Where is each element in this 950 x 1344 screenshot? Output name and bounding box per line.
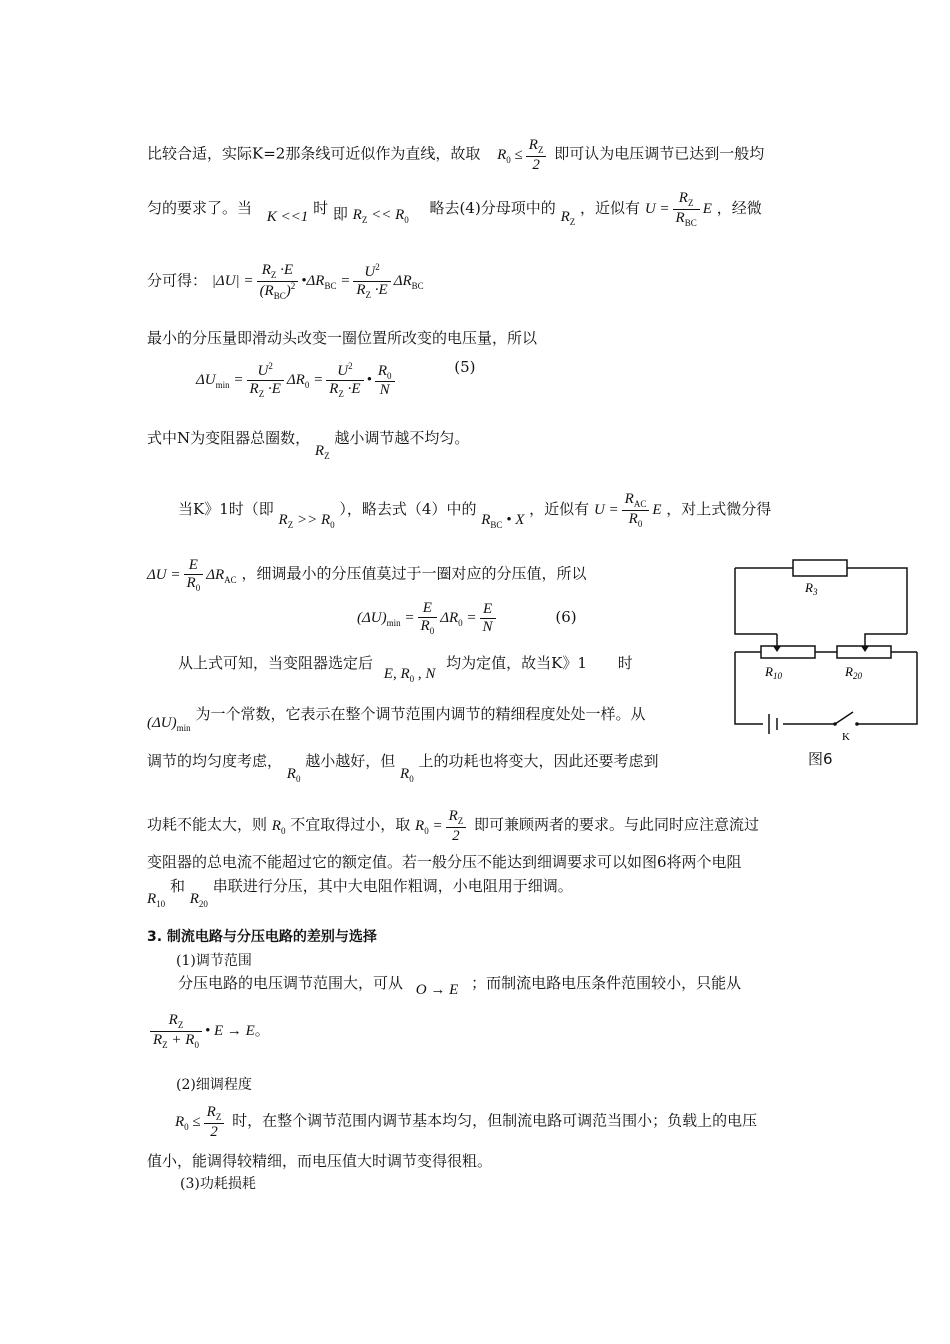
- circuit-figure-6: [725, 556, 925, 746]
- formula-e-r0-n: E, $R_0$ , N: [383, 666, 436, 684]
- section-3-sub2-text2: 值小，能调得较精细，而电压值大时调节变得很粗。: [147, 1152, 493, 1170]
- formula-r0-eq-rz2: $R_0$ = $\frac{R_Z}{2}$: [415, 818, 469, 834]
- para2-line1: 最小的分压量即滑动头改变一圈位置所改变的电压量，所以: [147, 329, 538, 347]
- formula-r0: $R_0$: [286, 766, 301, 784]
- eq5-label: (5): [454, 358, 476, 377]
- eq6-label: (6): [555, 607, 577, 626]
- formula-r10: $R_{10}$: [147, 891, 166, 909]
- resistor-r10: [761, 646, 815, 658]
- para5-line3: 调节的均匀度考虑， $R_0$ 越小越好，但 $R_0$ 上的功耗也将变大，因此还要考虑到: [147, 752, 659, 784]
- section-3-sub1: (1)调节范围: [176, 953, 252, 969]
- formula-rbc-x: $R_{BC}$ • X: [481, 511, 525, 530]
- para5-line5: 变阻器的总电流不能超过它的额定值。若一般分压不能达到细调要求可以如图6将两个电阻: [147, 853, 742, 871]
- para1-line1: 比较合适，实际K=2那条线可近似作为直线，故取 $R_0$ ≤ $\frac{R_Z}{2}$ 即可认为电压调节已达到一般均: [147, 137, 765, 173]
- formula-k-ll-1: K <<1: [266, 208, 309, 225]
- formula-eq5: $\Delta U_{min}$ = $\frac{U^2}{R_Z \cdot E}$ $\Delta R_0$ = $\frac{U^2}{R_Z \cdot E}$ • $\frac{R_0}{N}$ (5): [196, 358, 476, 399]
- section-3-range-formula: $\frac{R_Z}{R_Z + R_0}$ • E → E。: [147, 1012, 270, 1051]
- formula-rz: $R_Z$: [314, 443, 330, 461]
- section-3-sub2: (2)细调程度: [176, 1077, 252, 1093]
- para1-line2: 匀的要求了。当 K <<1 时 即 $R_Z << R_0$ 略去(4)分母项中的 $R_Z$ ，近似有 U = $\frac{R_Z}{R_{BC}}$ E ，经微: [147, 190, 762, 228]
- figure-6-caption: 图6: [808, 750, 833, 768]
- formula-eq6: $(\Delta U)_{min}$ = $\frac{E}{R_0}$ $\Delta R_0$ = $\frac{E}{N}$ (6): [357, 600, 577, 636]
- section-3-sub1-text: 分压电路的电压调节范围大，可从 O → E ；而制流电路电压条件范围较小，只能从: [178, 974, 742, 998]
- formula-r0: $R_0$: [271, 817, 286, 836]
- svg-text:R3: $R_3$: [805, 580, 818, 597]
- para5-line4: 功耗不能太大，则 $R_0$ 不宜取得过小，取 $R_0$ = $\frac{R_Z}{2}$ 即可兼顾两者的要求。与此同时应注意流过: [147, 808, 760, 844]
- section-3-sub3: (3)功耗损耗: [180, 1176, 256, 1192]
- formula-r20: $R_{20}$: [189, 891, 208, 909]
- formula-delta-u-e: ΔU = $\frac{E}{R_0}$ $\Delta R_{AC}$: [147, 557, 237, 593]
- para3: 式中N为变阻器总圈数， $R_Z$ 越小调节越不均匀。: [147, 429, 470, 461]
- para4-line1: 当K》1时（即 $R_Z >> R_0$ ），略去式（4）中的 $R_{BC}$ • X ，近似有 U = $\frac{R_{AC}}{R_0}$ E ，对上式微分得: [178, 491, 772, 530]
- formula-r0: $R_0$: [400, 766, 414, 784]
- para1-line3: 分可得： |ΔU| = $\frac{R_Z \cdot E}{(R_{BC})^2}$ $•\Delta R_{BC}$ = $\frac{U^2}{R_Z \cdot E}$ $\Delta R_{BC}$: [147, 262, 424, 301]
- formula-delta-u-min: $(\Delta U)_{min}$: [147, 715, 191, 733]
- formula-rz-gg-r0: $R_Z >> R_0$: [278, 511, 335, 530]
- formula-range: $\frac{R_Z}{R_Z + R_0}$ • E → E: [147, 1023, 255, 1039]
- formula-u-rac: U = $\frac{R_{AC}}{R_0}$ E: [593, 491, 662, 529]
- formula-0-to-e: O → E: [415, 982, 459, 998]
- formula-u-approx: U = $\frac{R_Z}{R_{BC}}$ E: [644, 190, 712, 228]
- section-3-sub2-text: $R_0$ ≤ $\frac{R_Z}{2}$ 时，在整个调节范围内调节基本均匀，但制流电路可调范当围小；负载上的电压: [175, 1104, 758, 1140]
- para5-line2: $(\Delta U)_{min}$ 为一个常数，它表示在整个调节范围内调节的精细程度处处一样。从: [147, 705, 646, 733]
- formula-rz-ll-r0: $R_Z << R_0$: [352, 206, 409, 225]
- section-3-heading: 3. 制流电路与分压电路的差别与选择: [147, 929, 377, 945]
- para4-line2: ΔU = $\frac{E}{R_0}$ $\Delta R_{AC}$ ，细调最小的分压值莫过于一圈对应的分压值，所以: [147, 557, 587, 593]
- svg-text:K: K: [842, 731, 850, 743]
- formula-rz: $R_Z$: [560, 208, 576, 227]
- formula-r0-le-rz2: $R_0$ ≤ $\frac{R_Z}{2}$: [175, 1114, 227, 1130]
- svg-text:R20: $R_{20}$: [845, 664, 862, 681]
- svg-text:R10: $R_{10}$: [765, 664, 782, 681]
- para5-line6: $R_{10}$ 和 $R_{20}$ 串联进行分压，其中大电阻作粗调，小电阻用于细调。: [147, 877, 573, 909]
- para5-line1: 从上式可知，当变阻器选定后 E, $R_0$ , N 均为定值，故当K》1 时: [178, 654, 633, 684]
- resistor-r3: [793, 560, 847, 576]
- formula-r0-le-rz2: $R_0$ ≤ $\frac{R_Z}{2}$: [497, 147, 549, 163]
- formula-delta-u: |ΔU| = $\frac{R_Z \cdot E}{(R_{BC})^2}$ $•\Delta R_{BC}$ = $\frac{U^2}{R_Z \cdot E}$ $\Delta R_{BC}$: [211, 262, 424, 301]
